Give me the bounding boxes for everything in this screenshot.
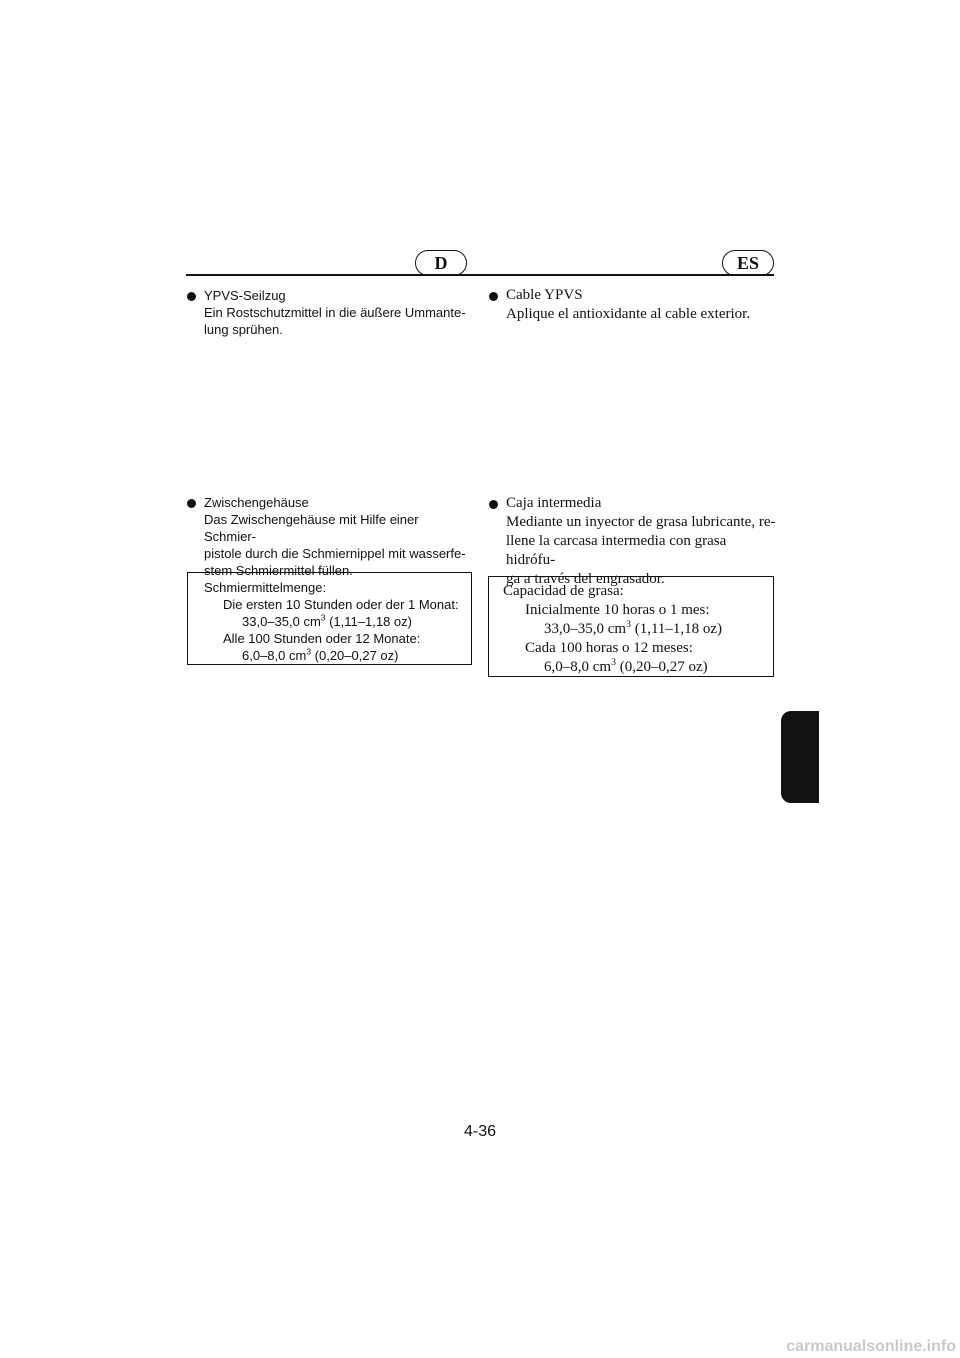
bullet-icon xyxy=(489,292,498,301)
spec-interval: Cada 100 horas o 12 meses: xyxy=(525,640,693,656)
de-item-body-line: stem Schmiermittel füllen. xyxy=(204,563,353,578)
language-badge-es: ES xyxy=(722,250,774,276)
de-item-title: YPVS-Seilzug xyxy=(204,288,286,303)
es-item-title: Caja intermedia xyxy=(506,495,602,511)
es-item-ypvs-cable xyxy=(489,286,779,324)
es-item-body-line: Aplique el antioxidante al cable exterior. xyxy=(506,306,751,322)
spec-heading: Capacidad de grasa: xyxy=(503,583,624,599)
bullet-icon xyxy=(187,292,196,301)
es-item-body-line: Mediante un inyector de grasa lubricante, re- xyxy=(506,514,776,530)
es-grease-spec-box xyxy=(488,576,774,677)
es-item-body-line: llene la carcasa intermedia con grasa hidrófu- xyxy=(506,533,727,568)
spec-heading: Schmiermittelmenge: xyxy=(204,580,327,595)
de-item-body-line: lung sprühen. xyxy=(204,322,283,337)
header-rule xyxy=(186,274,774,276)
bullet-icon xyxy=(489,500,498,509)
spec-interval: Inicialmente 10 horas o 1 mes: xyxy=(525,602,710,618)
spec-amount: 6,0–8,0 $cm^3$ (0,20–0,27 oz) xyxy=(242,646,399,663)
spec-amount: 33,0–35,0 $cm^3$ (1,11–1,18 oz) xyxy=(544,619,723,637)
bullet-icon xyxy=(187,499,196,508)
spec-interval: Alle 100 Stunden oder 12 Monate: xyxy=(223,631,421,646)
spec-interval: Die ersten 10 Stunden oder der 1 Monat: xyxy=(223,597,459,612)
de-item-body-line: pistole durch die Schmiernippel mit wasserfe- xyxy=(204,546,466,561)
spec-amount: 6,0–8,0 $cm^3$ (0,20–0,27 oz) xyxy=(544,657,708,675)
es-item-body-line: ga a través del engrasador. xyxy=(506,571,665,587)
watermark: carmanualsonline.info xyxy=(786,1338,956,1355)
de-item-body-line: Ein Rostschutzmittel in die äußere Ummante- xyxy=(204,305,466,320)
de-item-body-line: Das Zwischengehäuse mit Hilfe einer Schmier- xyxy=(204,512,419,544)
es-item-intermediate-housing xyxy=(489,494,779,589)
spec-amount: 33,0–35,0 $cm^3$ (1,11–1,18 oz) xyxy=(242,612,412,629)
language-badge-d: D xyxy=(415,250,467,276)
es-item-title: Cable YPVS xyxy=(506,287,583,303)
page-number: 4-36 xyxy=(463,1123,497,1140)
de-item-ypvs-cable xyxy=(187,287,472,338)
chapter-tab xyxy=(781,711,819,803)
de-item-title: Zwischengehäuse xyxy=(204,495,309,510)
de-item-intermediate-housing xyxy=(187,494,472,579)
de-grease-spec-box xyxy=(187,572,472,665)
